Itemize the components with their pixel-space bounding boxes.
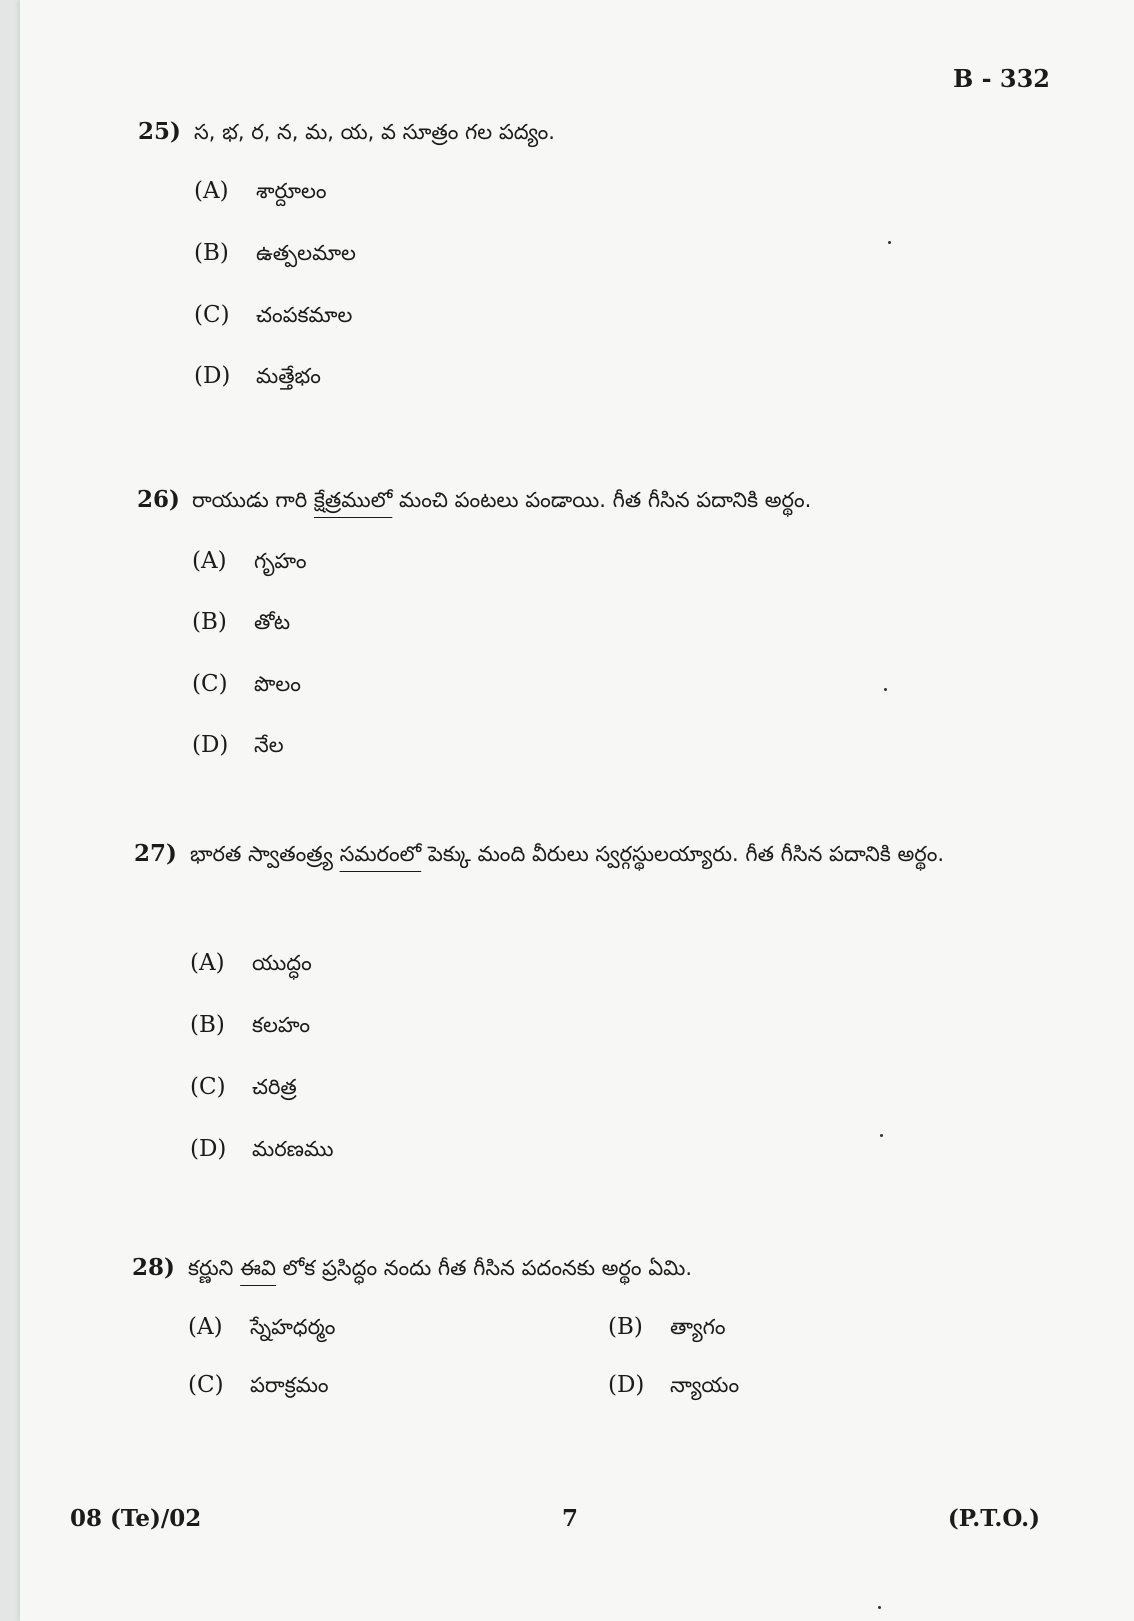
footer-pto: (P.T.O.) xyxy=(947,1505,1040,1532)
question-text-end: లోక ప్రసిద్ధం నందు గీత గీసిన పదంనకు అర్థం ఏమి. xyxy=(275,1256,693,1280)
option-a xyxy=(190,950,312,981)
option-label: (B) xyxy=(190,1012,225,1038)
option-text: స్నేహధర్మం xyxy=(250,1315,336,1339)
option-text: కలహం xyxy=(252,1013,310,1037)
underlined-word: ఈవి xyxy=(240,1256,276,1280)
option-label: (D) xyxy=(190,1136,227,1162)
underlined-word: సమరంలో xyxy=(339,842,422,866)
option-text: ఉత్పలమాల xyxy=(256,241,356,265)
underlined-word: క్షేత్రములో xyxy=(313,488,393,512)
question-number: 26) xyxy=(137,486,180,513)
option-text: శార్దూలం xyxy=(256,179,327,203)
option-label: (C) xyxy=(192,671,228,697)
paper-code: B - 332 xyxy=(952,64,1050,93)
option-label: (B) xyxy=(194,240,229,266)
option-b xyxy=(608,1314,725,1345)
option-label: (D) xyxy=(608,1372,645,1398)
footer-page-number: 7 xyxy=(562,1505,579,1532)
option-d xyxy=(194,363,321,394)
option-label: (D) xyxy=(192,732,229,758)
question-text-start: భారత స్వాతంత్ర్య xyxy=(190,842,340,866)
option-text: గృహం xyxy=(254,549,307,573)
option-b xyxy=(192,609,290,640)
scan-speck xyxy=(878,1606,881,1609)
option-d xyxy=(608,1372,739,1403)
question-number: 25) xyxy=(138,118,181,145)
question-text xyxy=(194,112,1014,152)
option-b xyxy=(194,240,356,271)
question-text-start: స, భ, ర, న, మ, య, వ సూత్రం గల పద్యం. xyxy=(194,120,555,144)
option-label: (C) xyxy=(194,302,230,328)
option-text: యుద్ధం xyxy=(252,951,312,975)
option-text: మత్తేభం xyxy=(256,364,321,388)
option-text: నేల xyxy=(254,733,284,757)
option-text: పొలం xyxy=(254,672,301,696)
option-a xyxy=(194,178,327,209)
option-label: (B) xyxy=(192,609,227,635)
option-label: (A) xyxy=(190,950,225,976)
option-text: పరాక్రమం xyxy=(250,1373,329,1397)
option-text: చంపకమాల xyxy=(256,303,353,327)
question-text xyxy=(188,1248,1008,1288)
question-text-end: మంచి పంటలు పండాయి. గీత గీసిన పదానికి అర్థం. xyxy=(392,488,812,512)
exam-page xyxy=(20,0,1134,1621)
option-label: (B) xyxy=(608,1314,643,1340)
question-number: 28) xyxy=(132,1254,175,1281)
scan-speck xyxy=(880,1134,883,1137)
option-label: (C) xyxy=(188,1372,224,1398)
question-text-start: రాయుడు గారి xyxy=(192,488,314,512)
option-a xyxy=(188,1314,335,1345)
option-label: (A) xyxy=(192,548,227,574)
option-c xyxy=(188,1372,329,1403)
question-text xyxy=(190,834,1020,874)
option-label: (A) xyxy=(188,1314,223,1340)
question-number: 27) xyxy=(134,840,177,867)
option-b xyxy=(190,1012,310,1043)
option-label: (A) xyxy=(194,178,229,204)
question-text-end: పెక్కు మంది వీరులు స్వర్గస్థులయ్యారు. గీత గీసిన పదానికి అర్థం. xyxy=(421,842,945,866)
option-text: చరిత్ర xyxy=(252,1075,297,1099)
question-text xyxy=(192,480,1012,520)
option-text: తోట xyxy=(254,610,291,634)
option-text: మరణము xyxy=(252,1137,334,1161)
option-label: (C) xyxy=(190,1074,226,1100)
option-d xyxy=(190,1136,334,1167)
option-text: న్యాయం xyxy=(670,1373,740,1397)
option-c xyxy=(194,302,352,333)
option-c xyxy=(190,1074,297,1105)
option-text: త్యాగం xyxy=(670,1315,726,1339)
question-text-start: కర్ణుని xyxy=(188,1256,241,1280)
scan-speck xyxy=(888,241,891,244)
option-label: (D) xyxy=(194,363,231,389)
footer-paper-code: 08 (Te)/02 xyxy=(70,1505,202,1532)
option-d xyxy=(192,732,284,763)
option-c xyxy=(192,671,301,702)
option-a xyxy=(192,548,307,579)
scan-speck xyxy=(884,688,887,691)
